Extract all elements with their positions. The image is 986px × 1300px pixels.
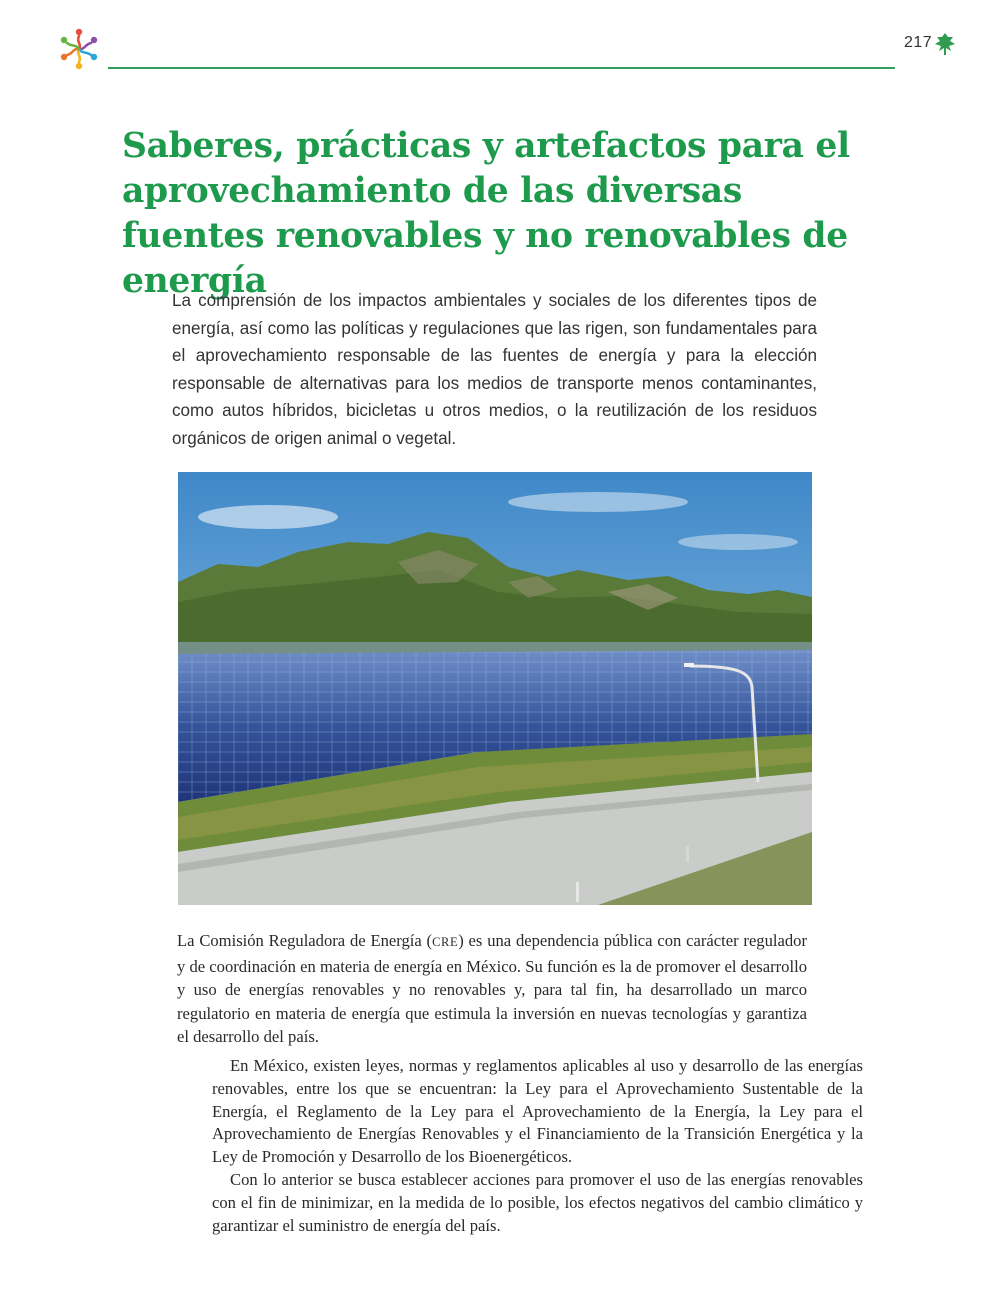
solar-farm-photo [178, 472, 812, 905]
body-text [212, 1055, 863, 1237]
caption-text-after: ) es una dependencia pública con carácter regulador y de coordinación en materia de energía en México. Su función es la de promover el desarrollo y uso de energías renovables y no renovables y, para tal fin, ha desarrollado un marco regulatorio en materia de energía que estimula la inversión en nuevas tecnologías y garantiza el desarrollo del país. [177, 931, 808, 1047]
header-rule [108, 67, 895, 69]
caption-text-before: La Comisión Reguladora de Energía ( [177, 931, 433, 950]
tree-leaf-icon [934, 32, 956, 56]
page-number: 217 [904, 34, 933, 51]
photo-caption [177, 929, 807, 1049]
body-paragraph-2: Con lo anterior se busca establecer acciones para promover el uso de las energías renovables con el fin de minimizar, en la medida de lo posible, los efectos negativos del cambio climático y garantizar el suministro de energía del país. [212, 1169, 863, 1235]
body-paragraph-1: En México, existen leyes, normas y reglamentos aplicables al uso y desarrollo de las energías renovables, entre los que se encuentran: la Ley para el Aprovechamiento Sustentable de la Energía, el Reglamento de la Ley para el Aprovechamiento de la Energía, la Ley para el Aprovechamiento de Energías Renovables y el Financiamiento de la Transición Energética y la Ley de Promoción y Desarrollo de los Bioenergéticos. [212, 1056, 863, 1167]
people-circle-logo-icon [56, 26, 102, 72]
page-title: Saberes, prácticas y artefactos para el aprovechamiento de las diversas fuentes renovables y no renovables de energía [122, 126, 850, 301]
intro-paragraph: La comprensión de los impactos ambientales y sociales de los diferentes tipos de energía, así como las políticas y regulaciones que las rigen, son fundamentales para el aprovechamiento responsable de las fuentes de energía y para la elección responsable de alternativas para los medios de transporte menos contaminantes, como autos híbridos, bicicletas u otros medios, o la reutilización de los residuos orgánicos de origen animal o vegetal. [172, 291, 817, 448]
caption-acronym: CRE [432, 935, 459, 949]
